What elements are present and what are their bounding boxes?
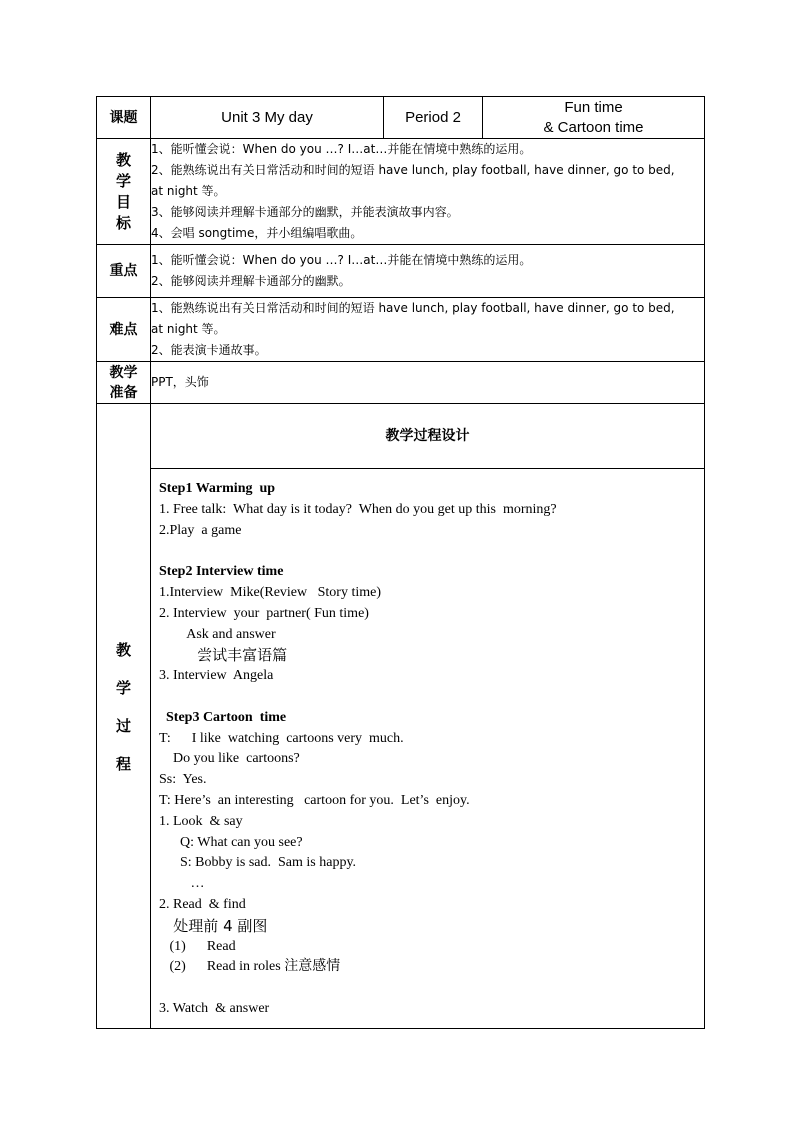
process-line: 2. Read & find (159, 896, 246, 912)
preparation-row (97, 362, 705, 404)
difficulties-content (151, 298, 705, 362)
objectives-row (97, 139, 705, 245)
process-line: Q: What can you see? (159, 834, 303, 850)
process-line: 1. Look & say (159, 813, 243, 829)
period-title: Period 2 (384, 97, 483, 139)
objective-line: 1、能听懂会说：When do you …? I…at…并能在情境中熟练的运用。 (151, 142, 532, 156)
process-line (159, 687, 696, 708)
difficulty-line: 2、能表演卡通故事。 (151, 343, 267, 357)
difficulties-row (97, 298, 705, 362)
process-line: 1. Free talk: What day is it today? When do you get up this morning? (159, 501, 557, 517)
objective-line: at night 等。 (151, 184, 226, 198)
objective-line: 3、能够阅读并理解卡通部分的幽默，并能表演故事内容。 (151, 205, 459, 219)
key-points-content (151, 245, 705, 298)
step-heading: Step3 Cartoon time (159, 709, 287, 725)
process-line: Ask and answer (159, 626, 276, 642)
process-line: Ss: Yes. (159, 772, 207, 788)
process-line: (1) Read (159, 938, 236, 954)
section-title-line1: Fun time (564, 98, 623, 116)
objective-line: 4、会唱 songtime，并小组编唱歌曲。 (151, 226, 363, 240)
preparation-label: 教学 准备 (97, 362, 151, 404)
objective-line: 2、能熟练说出有关日常活动和时间的短语 have lunch, play football, have dinner, go to bed, (151, 163, 675, 177)
lesson-plan-table (96, 96, 705, 1029)
process-line: 2. Interview your partner( Fun time) (159, 605, 369, 621)
preparation-text: PPT，头饰 (151, 375, 209, 389)
topic-label: 课题 (97, 97, 151, 139)
unit-title: Unit 3 My day (151, 97, 384, 139)
process-line (159, 541, 696, 562)
process-label: 教 学 过 程 (97, 404, 151, 1029)
process-line: … (159, 876, 205, 892)
process-steps (151, 469, 704, 1028)
process-line: 3. Interview Angela (159, 668, 274, 684)
process-row (97, 404, 705, 1029)
objectives-label: 教 学 目 标 (97, 139, 151, 245)
process-line: T: Here’s an interesting cartoon for you. Let’s enjoy. (159, 792, 470, 808)
difficulty-line: at night 等。 (151, 322, 226, 336)
process-line: 2.Play a game (159, 522, 242, 538)
key-point-line: 1、能听懂会说：When do you …? I…at…并能在情境中熟练的运用。 (151, 253, 532, 267)
difficulties-label: 难点 (97, 298, 151, 362)
section-title-line2: & Cartoon time (543, 118, 644, 136)
process-line: 处理前 4 副图 (159, 916, 268, 935)
difficulty-line: 1、能熟练说出有关日常活动和时间的短语 have lunch, play football, have dinner, go to bed, (151, 301, 675, 315)
process-line: 1.Interview Mike(Review Story time) (159, 584, 382, 600)
lesson-plan-sheet (96, 96, 704, 1029)
process-line (159, 978, 696, 999)
process-line: 尝试丰富语篇 (159, 646, 288, 665)
objectives-content (151, 139, 705, 245)
key-point-line: 2、能够阅读并理解卡通部分的幽默。 (151, 274, 351, 288)
process-line: 3. Watch & answer (159, 1000, 270, 1016)
process-line: (2) Read in roles 注意感情 (159, 959, 341, 975)
section-title (483, 97, 705, 139)
preparation-content (151, 362, 705, 404)
key-points-label: 重点 (97, 245, 151, 298)
process-line: T: I like watching cartoons very much. (159, 730, 404, 746)
key-points-row (97, 245, 705, 298)
process-design-title: 教学过程设计 (151, 404, 704, 469)
process-content (151, 404, 705, 1029)
process-line: Do you like cartoons? (159, 751, 300, 767)
header-row (97, 97, 705, 139)
step-heading: Step1 Warming up (159, 481, 276, 496)
step-heading: Step2 Interview time (159, 564, 284, 580)
process-line: S: Bobby is sad. Sam is happy. (159, 855, 357, 871)
